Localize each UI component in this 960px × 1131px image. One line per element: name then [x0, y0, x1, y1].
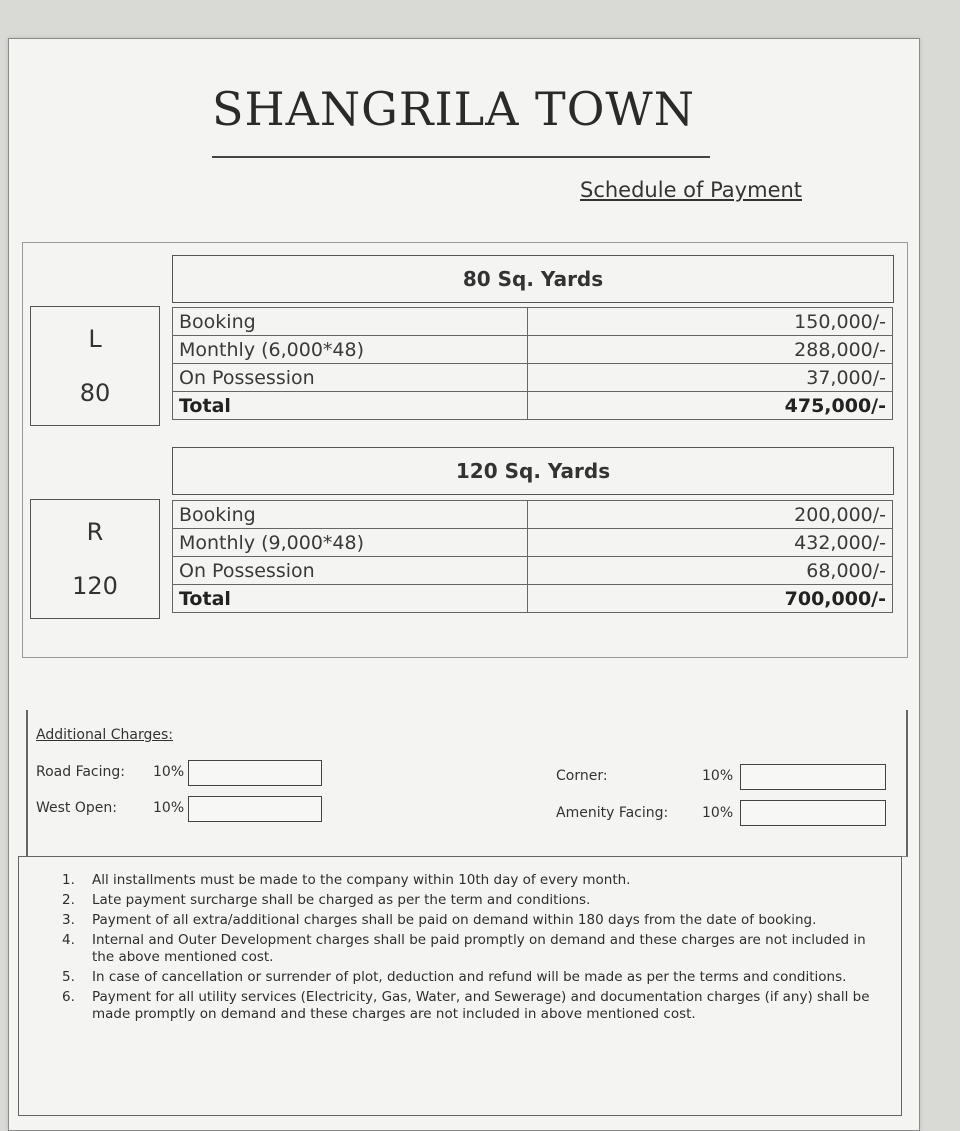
- page-subtitle: Schedule of Payment: [580, 178, 803, 202]
- corner-field[interactable]: [740, 764, 886, 790]
- row-label: On Possession: [173, 364, 528, 392]
- row-label: Total: [173, 585, 528, 613]
- term-text: Internal and Outer Development charges shall be paid promptly on demand and these charges are not included in the above mentioned cost.: [92, 932, 866, 965]
- amenity-facing-percent: 10%: [702, 805, 734, 821]
- list-item: 2. Late payment surcharge shall be charged as per the term and conditions.: [62, 892, 591, 908]
- title-underline: [212, 156, 710, 158]
- road-facing-label: Road Facing:: [36, 764, 125, 780]
- road-facing-percent: 10%: [153, 764, 185, 780]
- plan-header-80: 80 Sq. Yards: [172, 255, 894, 303]
- row-amount: 475,000/-: [528, 392, 893, 420]
- payment-table-120: [172, 500, 893, 613]
- list-item: 3. Payment of all extra/additional charges shall be paid on demand within 180 days from the date of booking.: [62, 912, 817, 928]
- row-label: Monthly (6,000*48): [173, 336, 528, 364]
- terms-list: [60, 872, 880, 1026]
- plot-box-left: [30, 306, 160, 426]
- plot-box-right: [30, 499, 160, 619]
- row-amount: 288,000/-: [528, 336, 893, 364]
- row-label: Booking: [173, 308, 528, 336]
- table-row-total: [173, 585, 893, 613]
- row-amount: 37,000/-: [528, 364, 893, 392]
- row-label: Total: [173, 392, 528, 420]
- plot-size: 120: [72, 572, 118, 600]
- west-open-percent: 10%: [153, 800, 185, 816]
- table-row: [173, 308, 893, 336]
- table-row: [173, 529, 893, 557]
- list-item: 4. Internal and Outer Development charges shall be paid promptly on demand and these charges are not included in the above mentioned cost.: [62, 932, 866, 965]
- row-amount: 432,000/-: [528, 529, 893, 557]
- table-row-total: [173, 392, 893, 420]
- term-text: Late payment surcharge shall be charged as per the term and conditions.: [92, 892, 591, 908]
- table-row: [173, 336, 893, 364]
- list-item: 5. In case of cancellation or surrender of plot, deduction and refund will be made as per the terms and conditions.: [62, 969, 847, 985]
- row-amount: 150,000/-: [528, 308, 893, 336]
- term-text: All installments must be made to the company within 10th day of every month.: [92, 872, 631, 888]
- row-label: On Possession: [173, 557, 528, 585]
- row-label: Booking: [173, 501, 528, 529]
- list-item: 6. Payment for all utility services (Electricity, Gas, Water, and Sewerage) and documentation charges (if any) shall be made promptly on demand and these charges are not included in above mentioned cost.: [62, 989, 870, 1022]
- payment-table-80: [172, 307, 893, 420]
- corner-percent: 10%: [702, 768, 734, 784]
- amenity-facing-field[interactable]: [740, 800, 886, 826]
- list-item: 1. All installments must be made to the company within 10th day of every month.: [62, 872, 631, 888]
- term-text: Payment for all utility services (Electricity, Gas, Water, and Sewerage) and documentation charges (if any) shall be made promptly on demand and these charges are not included in above mentioned cost.: [92, 989, 870, 1022]
- plot-letter: R: [86, 518, 104, 546]
- additional-charges-title: Additional Charges:: [36, 727, 173, 743]
- plot-size: 80: [79, 379, 111, 407]
- row-label: Monthly (9,000*48): [173, 529, 528, 557]
- page-title: SHANGRILA TOWN: [212, 82, 695, 136]
- plot-letter: L: [88, 325, 102, 353]
- row-amount: 68,000/-: [528, 557, 893, 585]
- corner-label: Corner:: [556, 768, 608, 784]
- table-row: [173, 501, 893, 529]
- west-open-field[interactable]: [188, 796, 322, 822]
- amenity-facing-label: Amenity Facing:: [556, 805, 669, 821]
- table-row: [173, 364, 893, 392]
- west-open-label: West Open:: [36, 800, 117, 816]
- plan-header-120: 120 Sq. Yards: [172, 447, 894, 495]
- row-amount: 700,000/-: [528, 585, 893, 613]
- table-row: [173, 557, 893, 585]
- row-amount: 200,000/-: [528, 501, 893, 529]
- term-text: In case of cancellation or surrender of plot, deduction and refund will be made as per the terms and conditions.: [92, 969, 847, 985]
- term-text: Payment of all extra/additional charges shall be paid on demand within 180 days from the date of booking.: [92, 912, 817, 928]
- road-facing-field[interactable]: [188, 760, 322, 786]
